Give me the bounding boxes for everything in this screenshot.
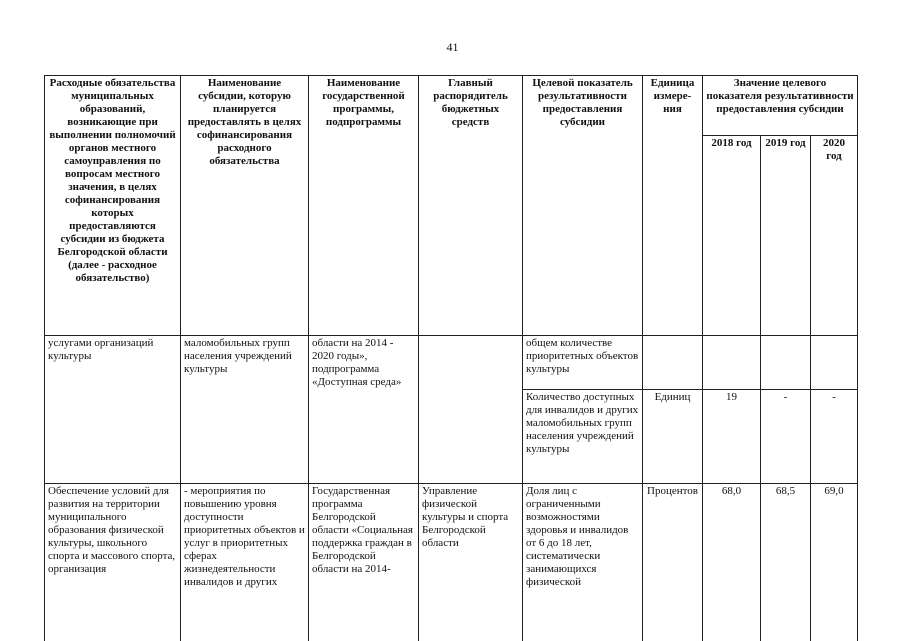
cell-subsidy: - мероприятия по повышению уровня доступности приоритетных объектов и услуг в приоритетных сферах жизнедеятельности инвалидов и других bbox=[181, 484, 309, 641]
cell-unit: Процентов bbox=[643, 484, 703, 641]
header-year-2019: 2019 год bbox=[761, 136, 811, 336]
cell-manager bbox=[419, 336, 523, 484]
header-budget-manager: Главный распорядитель бюджетных средств bbox=[419, 76, 523, 336]
table-row bbox=[45, 336, 858, 390]
cell-value-2019: 68,5 bbox=[761, 484, 811, 641]
cell-value-2020: 69,0 bbox=[811, 484, 858, 641]
cell-indicator: Доля лиц с ограниченными возможностями здоровья и инвалидов от 6 до 18 лет, систематически занимающихся физической bbox=[523, 484, 643, 641]
header-target-indicator: Целевой показатель результативности предоставления субсидии bbox=[523, 76, 643, 336]
cell-indicator: общем количестве приоритетных объектов культуры bbox=[523, 336, 643, 390]
table-row bbox=[45, 484, 858, 641]
subsidy-table bbox=[44, 75, 858, 641]
header-expense-obligations: Расходные обязательства муниципальных образований, возникающие при выполнении полномочий органов местного самоуправления по вопросам местного значения, в целях софинансирования которых предоставляются субсидии из бюджета Белгородской области (далее - расходное обязательство) bbox=[45, 76, 181, 336]
cell-program: области на 2014 - 2020 годы», подпрограмма «Доступная среда» bbox=[309, 336, 419, 484]
page-number: 41 bbox=[446, 40, 459, 54]
cell-program: Государственная программа Белгородской области «Социальная поддержка граждан в Белгородской области на 2014- bbox=[309, 484, 419, 641]
cell-unit: Единиц bbox=[643, 390, 703, 484]
cell-value-2020: - bbox=[811, 390, 858, 484]
header-target-value: Значение целевого показателя результативности предоставления субсидии bbox=[703, 76, 858, 136]
cell-value-2018 bbox=[703, 336, 761, 390]
header-program-name: Наименование государственной программы, подпрограммы bbox=[309, 76, 419, 336]
cell-obligation: услугами организаций культуры bbox=[45, 336, 181, 484]
header-year-2018: 2018 год bbox=[703, 136, 761, 336]
header-subsidy-name: Наименование субсидии, которую планируется предоставлять в целях софинансирования расходного обязательства bbox=[181, 76, 309, 336]
cell-value-2018: 68,0 bbox=[703, 484, 761, 641]
cell-value-2019 bbox=[761, 336, 811, 390]
cell-value-2019: - bbox=[761, 390, 811, 484]
cell-subsidy: маломобильных групп населения учреждений культуры bbox=[181, 336, 309, 484]
cell-manager: Управление физической культуры и спорта Белгородской области bbox=[419, 484, 523, 641]
cell-value-2020 bbox=[811, 336, 858, 390]
cell-unit bbox=[643, 336, 703, 390]
cell-value-2018: 19 bbox=[703, 390, 761, 484]
header-year-2020: 2020 год bbox=[811, 136, 858, 336]
header-unit: Единица измере-ния bbox=[643, 76, 703, 336]
cell-indicator: Количество доступных для инвалидов и других маломобильных групп населения учреждений культуры bbox=[523, 390, 643, 484]
cell-obligation: Обеспечение условий для развития на территории муниципального образования физической культуры, школьного спорта и массового спорта, организация bbox=[45, 484, 181, 641]
